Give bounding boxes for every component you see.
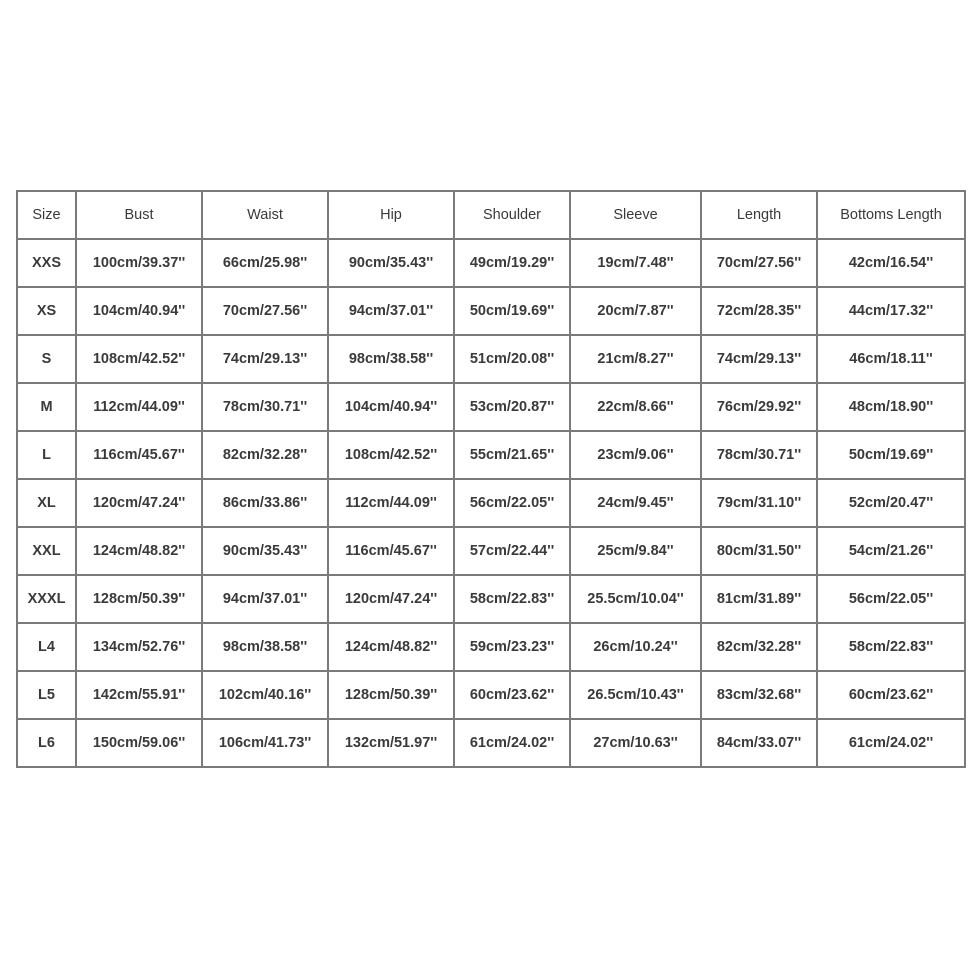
measurement-cell: 22cm/8.66'' [570,383,701,431]
measurement-cell: 104cm/40.94'' [328,383,454,431]
measurement-cell: 106cm/41.73'' [202,719,328,767]
size-cell: XS [17,287,76,335]
measurement-cell: 50cm/19.69'' [454,287,570,335]
measurement-cell: 49cm/19.29'' [454,239,570,287]
measurement-cell: 72cm/28.35'' [701,287,817,335]
measurement-cell: 94cm/37.01'' [328,287,454,335]
measurement-cell: 124cm/48.82'' [76,527,202,575]
column-header-shoulder: Shoulder [454,191,570,239]
table-body [17,239,965,767]
table-row [17,335,965,383]
size-cell: XXL [17,527,76,575]
measurement-cell: 19cm/7.48'' [570,239,701,287]
measurement-cell: 132cm/51.97'' [328,719,454,767]
measurement-cell: 86cm/33.86'' [202,479,328,527]
measurement-cell: 78cm/30.71'' [202,383,328,431]
measurement-cell: 108cm/42.52'' [76,335,202,383]
measurement-cell: 58cm/22.83'' [454,575,570,623]
measurement-cell: 24cm/9.45'' [570,479,701,527]
table-row [17,575,965,623]
measurement-cell: 90cm/35.43'' [202,527,328,575]
measurement-cell: 100cm/39.37'' [76,239,202,287]
measurement-cell: 27cm/10.63'' [570,719,701,767]
measurement-cell: 57cm/22.44'' [454,527,570,575]
table-row [17,719,965,767]
measurement-cell: 61cm/24.02'' [454,719,570,767]
measurement-cell: 23cm/9.06'' [570,431,701,479]
table-row [17,239,965,287]
size-cell: S [17,335,76,383]
measurement-cell: 84cm/33.07'' [701,719,817,767]
column-header-waist: Waist [202,191,328,239]
measurement-cell: 54cm/21.26'' [817,527,965,575]
measurement-cell: 76cm/29.92'' [701,383,817,431]
measurement-cell: 60cm/23.62'' [454,671,570,719]
measurement-cell: 98cm/38.58'' [202,623,328,671]
measurement-cell: 70cm/27.56'' [701,239,817,287]
measurement-cell: 102cm/40.16'' [202,671,328,719]
measurement-cell: 120cm/47.24'' [328,575,454,623]
measurement-cell: 42cm/16.54'' [817,239,965,287]
measurement-cell: 74cm/29.13'' [701,335,817,383]
measurement-cell: 112cm/44.09'' [328,479,454,527]
measurement-cell: 120cm/47.24'' [76,479,202,527]
measurement-cell: 83cm/32.68'' [701,671,817,719]
measurement-cell: 51cm/20.08'' [454,335,570,383]
measurement-cell: 78cm/30.71'' [701,431,817,479]
measurement-cell: 79cm/31.10'' [701,479,817,527]
measurement-cell: 25.5cm/10.04'' [570,575,701,623]
column-header-sleeve: Sleeve [570,191,701,239]
measurement-cell: 48cm/18.90'' [817,383,965,431]
column-header-bust: Bust [76,191,202,239]
measurement-cell: 53cm/20.87'' [454,383,570,431]
measurement-cell: 150cm/59.06'' [76,719,202,767]
table-row [17,527,965,575]
measurement-cell: 82cm/32.28'' [202,431,328,479]
measurement-cell: 61cm/24.02'' [817,719,965,767]
measurement-cell: 60cm/23.62'' [817,671,965,719]
table-row [17,287,965,335]
measurement-cell: 56cm/22.05'' [454,479,570,527]
measurement-cell: 21cm/8.27'' [570,335,701,383]
measurement-cell: 112cm/44.09'' [76,383,202,431]
column-header-length: Length [701,191,817,239]
measurement-cell: 66cm/25.98'' [202,239,328,287]
measurement-cell: 108cm/42.52'' [328,431,454,479]
measurement-cell: 98cm/38.58'' [328,335,454,383]
size-cell: L [17,431,76,479]
measurement-cell: 94cm/37.01'' [202,575,328,623]
measurement-cell: 46cm/18.11'' [817,335,965,383]
measurement-cell: 80cm/31.50'' [701,527,817,575]
measurement-cell: 116cm/45.67'' [76,431,202,479]
measurement-cell: 56cm/22.05'' [817,575,965,623]
measurement-cell: 55cm/21.65'' [454,431,570,479]
table-row [17,431,965,479]
measurement-cell: 104cm/40.94'' [76,287,202,335]
size-cell: L6 [17,719,76,767]
column-header-size: Size [17,191,76,239]
table-row [17,479,965,527]
measurement-cell: 124cm/48.82'' [328,623,454,671]
measurement-cell: 90cm/35.43'' [328,239,454,287]
measurement-cell: 44cm/17.32'' [817,287,965,335]
measurement-cell: 52cm/20.47'' [817,479,965,527]
column-header-hip: Hip [328,191,454,239]
measurement-cell: 128cm/50.39'' [76,575,202,623]
size-cell: XL [17,479,76,527]
measurement-cell: 134cm/52.76'' [76,623,202,671]
table-row [17,671,965,719]
measurement-cell: 50cm/19.69'' [817,431,965,479]
size-cell: L4 [17,623,76,671]
measurement-cell: 20cm/7.87'' [570,287,701,335]
measurement-cell: 81cm/31.89'' [701,575,817,623]
measurement-cell: 128cm/50.39'' [328,671,454,719]
measurement-cell: 142cm/55.91'' [76,671,202,719]
size-cell: L5 [17,671,76,719]
measurement-cell: 74cm/29.13'' [202,335,328,383]
header-row [17,191,965,239]
measurement-cell: 26.5cm/10.43'' [570,671,701,719]
measurement-cell: 26cm/10.24'' [570,623,701,671]
table-row [17,383,965,431]
size-chart-table [16,190,966,768]
table-row [17,623,965,671]
size-cell: XXXL [17,575,76,623]
measurement-cell: 59cm/23.23'' [454,623,570,671]
measurement-cell: 82cm/32.28'' [701,623,817,671]
column-header-bottoms-length: Bottoms Length [817,191,965,239]
measurement-cell: 70cm/27.56'' [202,287,328,335]
measurement-cell: 58cm/22.83'' [817,623,965,671]
size-cell: M [17,383,76,431]
size-cell: XXS [17,239,76,287]
measurement-cell: 25cm/9.84'' [570,527,701,575]
measurement-cell: 116cm/45.67'' [328,527,454,575]
